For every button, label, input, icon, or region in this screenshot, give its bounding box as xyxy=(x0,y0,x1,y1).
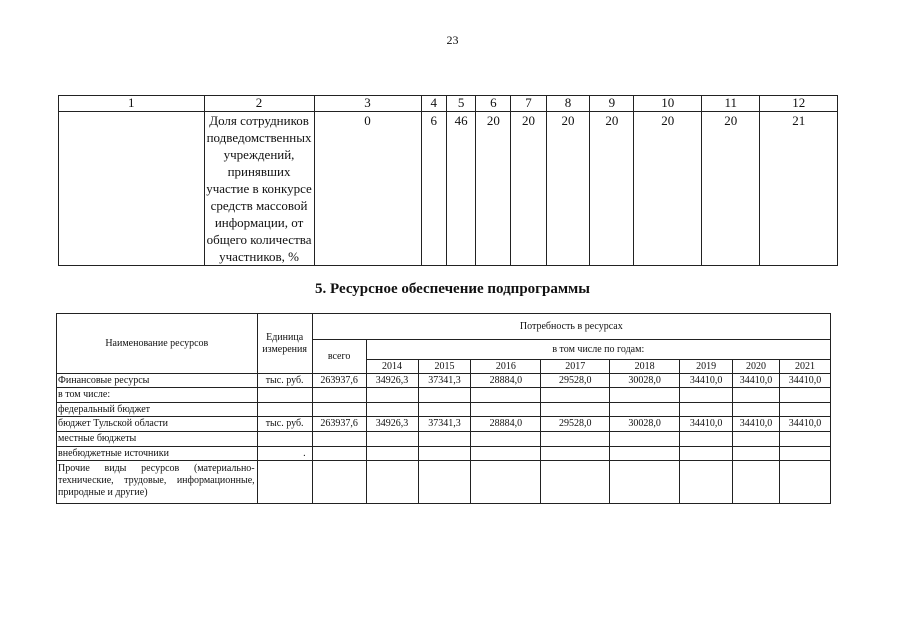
column-number: 2 xyxy=(204,96,314,112)
column-number: 10 xyxy=(634,96,702,112)
header-total: всего xyxy=(312,340,366,374)
value-cell xyxy=(471,447,541,461)
column-number: 12 xyxy=(760,96,838,112)
value-cell: 20 xyxy=(476,112,511,266)
resource-name: Финансовые ресурсы xyxy=(57,374,258,388)
column-number: 9 xyxy=(590,96,634,112)
resource-name: местные бюджеты xyxy=(57,432,258,447)
value-cell xyxy=(418,447,471,461)
table-row xyxy=(57,388,831,403)
value-cell xyxy=(780,388,831,403)
resource-unit: тыс. руб. xyxy=(257,417,312,432)
value-cell xyxy=(610,403,680,417)
total-cell xyxy=(312,461,366,504)
value-cell: 34926,3 xyxy=(366,417,418,432)
column-number: 3 xyxy=(314,96,421,112)
value-cell xyxy=(541,403,610,417)
value-cell: 21 xyxy=(760,112,838,266)
value-cell xyxy=(610,461,680,504)
header-year: 2017 xyxy=(541,360,610,374)
value-cell: 20 xyxy=(546,112,590,266)
value-cell xyxy=(418,432,471,447)
resource-unit: тыс. руб. xyxy=(257,374,312,388)
resource-unit xyxy=(257,461,312,504)
value-cell: 6 xyxy=(421,112,446,266)
value-cell xyxy=(780,447,831,461)
header-year: 2018 xyxy=(610,360,680,374)
value-cell: 29528,0 xyxy=(541,417,610,432)
resource-unit xyxy=(257,388,312,403)
header-years-label: в том числе по годам: xyxy=(366,340,830,360)
header-unit: Единица измерения xyxy=(257,314,312,374)
header-year: 2016 xyxy=(471,360,541,374)
value-cell xyxy=(680,388,733,403)
indicator-name: Доля сотрудников подведомственных учреждений, принявших участие в конкурсе средств массовой информации, от общего количества участников, % xyxy=(204,112,314,266)
header-year: 2019 xyxy=(680,360,733,374)
value-cell xyxy=(541,447,610,461)
value-cell: 30028,0 xyxy=(610,374,680,388)
value-cell xyxy=(366,403,418,417)
total-cell xyxy=(312,403,366,417)
column-number: 5 xyxy=(446,96,475,112)
value-cell xyxy=(780,461,831,504)
total-cell: 263937,6 xyxy=(312,417,366,432)
value-cell xyxy=(780,403,831,417)
value-cell xyxy=(680,403,733,417)
column-number: 8 xyxy=(546,96,590,112)
resource-name: внебюджетные источники xyxy=(57,447,258,461)
value-cell xyxy=(541,461,610,504)
value-cell xyxy=(733,403,780,417)
resource-name: в том числе: xyxy=(57,388,258,403)
value-cell xyxy=(366,461,418,504)
indicators-table xyxy=(58,95,838,266)
value-cell xyxy=(418,388,471,403)
value-cell: 34410,0 xyxy=(680,417,733,432)
table-header-row xyxy=(59,96,838,112)
header-year: 2021 xyxy=(780,360,831,374)
empty-cell xyxy=(59,112,205,266)
column-number: 7 xyxy=(511,96,546,112)
total-cell xyxy=(312,388,366,403)
value-cell xyxy=(733,447,780,461)
total-cell xyxy=(312,432,366,447)
value-cell: 0 xyxy=(314,112,421,266)
value-cell: 34410,0 xyxy=(733,417,780,432)
value-cell: 37341,3 xyxy=(418,417,471,432)
value-cell: 34410,0 xyxy=(733,374,780,388)
value-cell: 46 xyxy=(446,112,475,266)
value-cell xyxy=(366,447,418,461)
page-number: 23 xyxy=(446,33,459,47)
value-cell xyxy=(610,388,680,403)
value-cell xyxy=(471,388,541,403)
value-cell: 37341,3 xyxy=(418,374,471,388)
value-cell xyxy=(471,461,541,504)
value-cell xyxy=(780,432,831,447)
table-row xyxy=(57,447,831,461)
resource-name: федеральный бюджет xyxy=(57,403,258,417)
resource-name: бюджет Тульской области xyxy=(57,417,258,432)
column-number: 11 xyxy=(702,96,760,112)
value-cell: 20 xyxy=(590,112,634,266)
header-year: 2015 xyxy=(418,360,471,374)
value-cell xyxy=(541,388,610,403)
value-cell xyxy=(471,432,541,447)
value-cell: 30028,0 xyxy=(610,417,680,432)
value-cell xyxy=(471,403,541,417)
value-cell: 34410,0 xyxy=(680,374,733,388)
resource-unit: . xyxy=(257,447,312,461)
value-cell xyxy=(680,461,733,504)
header-year: 2014 xyxy=(366,360,418,374)
resource-name: Прочие виды ресурсов (материально-технические, трудовые, информационные, природные и другие) xyxy=(57,461,258,504)
table-row xyxy=(57,417,831,432)
value-cell: 28884,0 xyxy=(471,417,541,432)
value-cell xyxy=(733,388,780,403)
total-cell xyxy=(312,447,366,461)
value-cell: 20 xyxy=(702,112,760,266)
value-cell: 29528,0 xyxy=(541,374,610,388)
value-cell xyxy=(680,447,733,461)
resource-unit xyxy=(257,403,312,417)
value-cell xyxy=(418,403,471,417)
value-cell xyxy=(610,432,680,447)
value-cell: 34926,3 xyxy=(366,374,418,388)
column-number: 4 xyxy=(421,96,446,112)
section-title: 5. Ресурсное обеспечение подпрограммы xyxy=(315,281,590,297)
table-row xyxy=(57,403,831,417)
total-cell: 263937,6 xyxy=(312,374,366,388)
value-cell xyxy=(680,432,733,447)
value-cell: 20 xyxy=(511,112,546,266)
value-cell xyxy=(366,388,418,403)
value-cell: 28884,0 xyxy=(471,374,541,388)
table-row xyxy=(57,374,831,388)
table-row xyxy=(57,432,831,447)
resource-unit xyxy=(257,432,312,447)
value-cell: 34410,0 xyxy=(780,417,831,432)
value-cell xyxy=(418,461,471,504)
value-cell xyxy=(366,432,418,447)
table-row xyxy=(57,461,831,504)
value-cell: 34410,0 xyxy=(780,374,831,388)
value-cell xyxy=(610,447,680,461)
column-number: 6 xyxy=(476,96,511,112)
value-cell: 20 xyxy=(634,112,702,266)
table-row xyxy=(59,112,838,266)
header-resource-name: Наименование ресурсов xyxy=(57,314,258,374)
value-cell xyxy=(733,461,780,504)
resources-table xyxy=(56,313,831,504)
value-cell xyxy=(541,432,610,447)
header-year: 2020 xyxy=(733,360,780,374)
header-need: Потребность в ресурсах xyxy=(312,314,830,340)
value-cell xyxy=(733,432,780,447)
column-number: 1 xyxy=(59,96,205,112)
